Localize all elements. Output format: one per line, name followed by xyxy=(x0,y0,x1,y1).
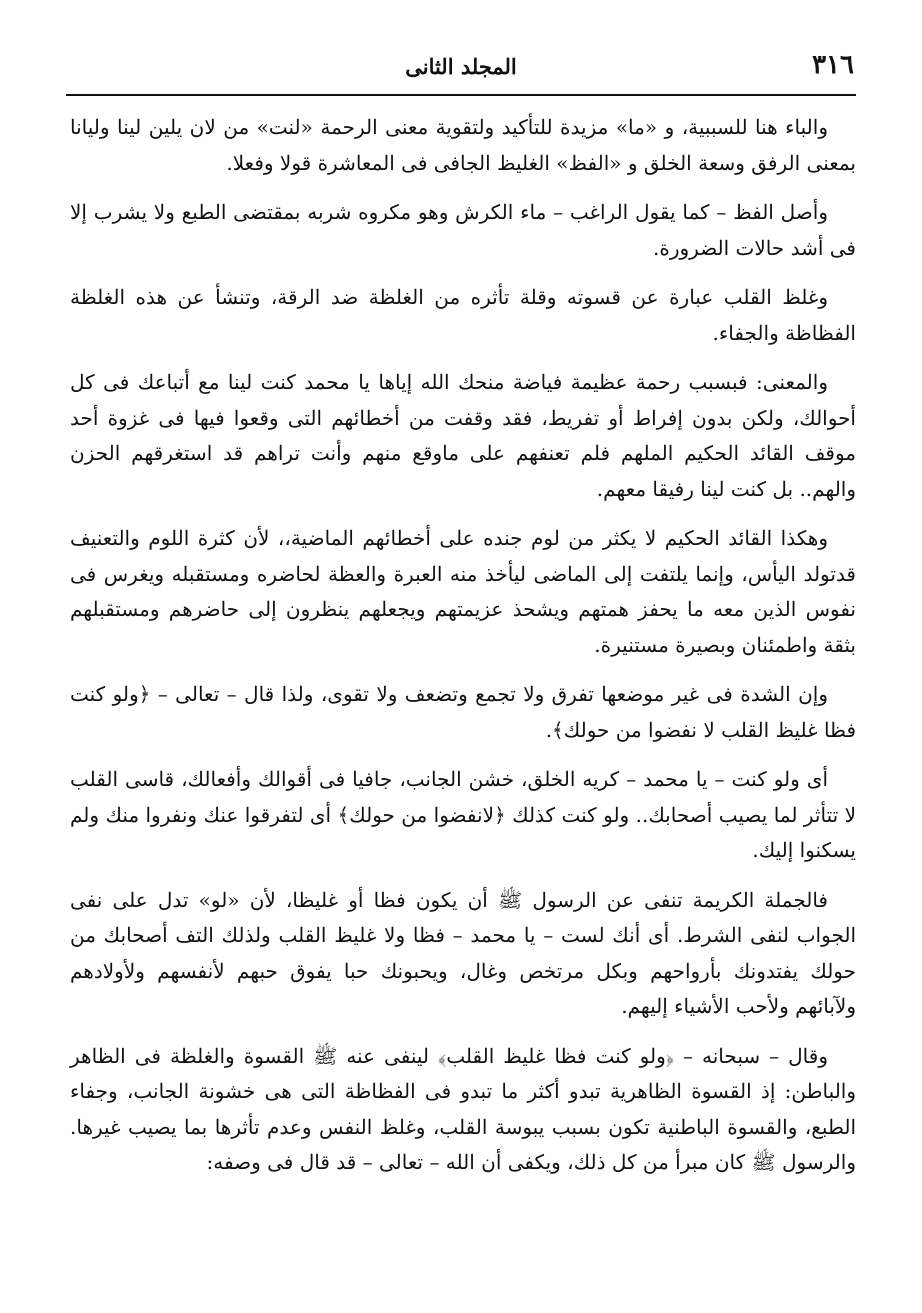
paragraph: وقال – سبحانه – ﴿ولو كنت فظا غليظ القلب﴾ لينفى عنه ﷺ القسوة والغلظة فى الظاهر والباطن: إذ القسوة الظاهرية تبدو أكثر ما تبدو فى الفظاظة التى هى خشونة الجانب، وجفاء الطبع، والقسوة الباطنية تكون بسبب يبوسة القلب، وغلظ النفس وعدم تأثرها بما يصيب غيرها. والرسول ﷺ كان مبرأ من كل ذلك، ويكفى أن الله – تعالى – قد قال فى وصفه: xyxy=(70,1043,856,1174)
paragraph: أى ولو كنت – يا محمد – كريه الخلق، خشن الجانب، جافيا فى أقوالك وأفعالك، قاسى القلب لا تتأثر لما يصيب أصحابك.. ولو كنت كذلك ﴿لانفضوا من حولك﴾ أى لتفرقوا عنك ونفروا منك ولم يسكنوا إليك. xyxy=(70,767,856,862)
paragraph: والمعنى: فبسبب رحمة عظيمة فياضة منحك الله إياها يا محمد كنت لينا مع أتباعك فى كل أحوالك، ولكن بدون إفراط أو تفريط، فقد وقفت من أخطائهم التى وقعوا فيها فى غزوة أحد موقف القائد الحكيم الملهم فلم تعنفهم على ماوقع منهم وأنت تراهم قد استغرقهم الحزن والهم.. بل كنت لينا رفيقا معهم. xyxy=(70,370,856,501)
body-text xyxy=(70,110,856,1195)
paragraph: وأصل الفظ – كما يقول الراغب – ماء الكرش وهو مكروه شربه بمقتضى الطبع ولا يشرب إلا فى أشد حالات الضرورة. xyxy=(70,200,856,260)
page-header xyxy=(66,44,856,96)
paragraph: فالجملة الكريمة تنفى عن الرسول ﷺ أن يكون فظا أو غليظا، لأن «لو» تدل على نفى الجواب لنفى الشرط. أى أنك لست – يا محمد – فظا ولا غليظ القلب ولذلك التف أصحابك من حولك يفتدونك بأرواحهم وبكل مرتخص وغال، ويحبونك حبا يفوق حبهم لأنفسهم ولأولادهم ولآبائهم ولأحب الأشياء إليهم. xyxy=(70,887,856,1018)
page-number: ٣١٦ xyxy=(812,50,854,80)
paragraph: والباء هنا للسببية، و «ما» مزيدة للتأكيد ولتقوية معنى الرحمة «لنت» من لان يلين لينا وليانا بمعنى الرفق وسعة الخلق و «الفظ» الغليظ الجافى فى المعاشرة قولا وفعلا. xyxy=(70,115,856,175)
paragraph: وغلظ القلب عبارة عن قسوته وقلة تأثره من الغلظة ضد الرقة، وتنشأ عن هذه الغلظة الفظاظة والجفاء. xyxy=(70,285,856,345)
paragraph: وهكذا القائد الحكيم لا يكثر من لوم جنده على أخطائهم الماضية،، لأن كثرة اللوم والتعنيف قدتولد اليأس، وإنما يلتفت إلى الماضى ليأخذ منه العبرة والعظة لحاضره ومستقبله ويغرس فى نفوس الذين معه ما يحفز همتهم ويشحذ عزيمتهم ويجعلهم ينظرون إلى حاضرهم ومستقبلهم بثقة واطمئنان وبصيرة مستنيرة. xyxy=(70,526,856,657)
volume-title: المجلد الثانى xyxy=(405,54,517,79)
paragraph: وإن الشدة فى غير موضعها تفرق ولا تجمع وتضعف ولا تقوى، ولذا قال – تعالى – ﴿ولو كنت فظا غليظ القلب لا نفضوا من حولك﴾. xyxy=(70,682,856,742)
